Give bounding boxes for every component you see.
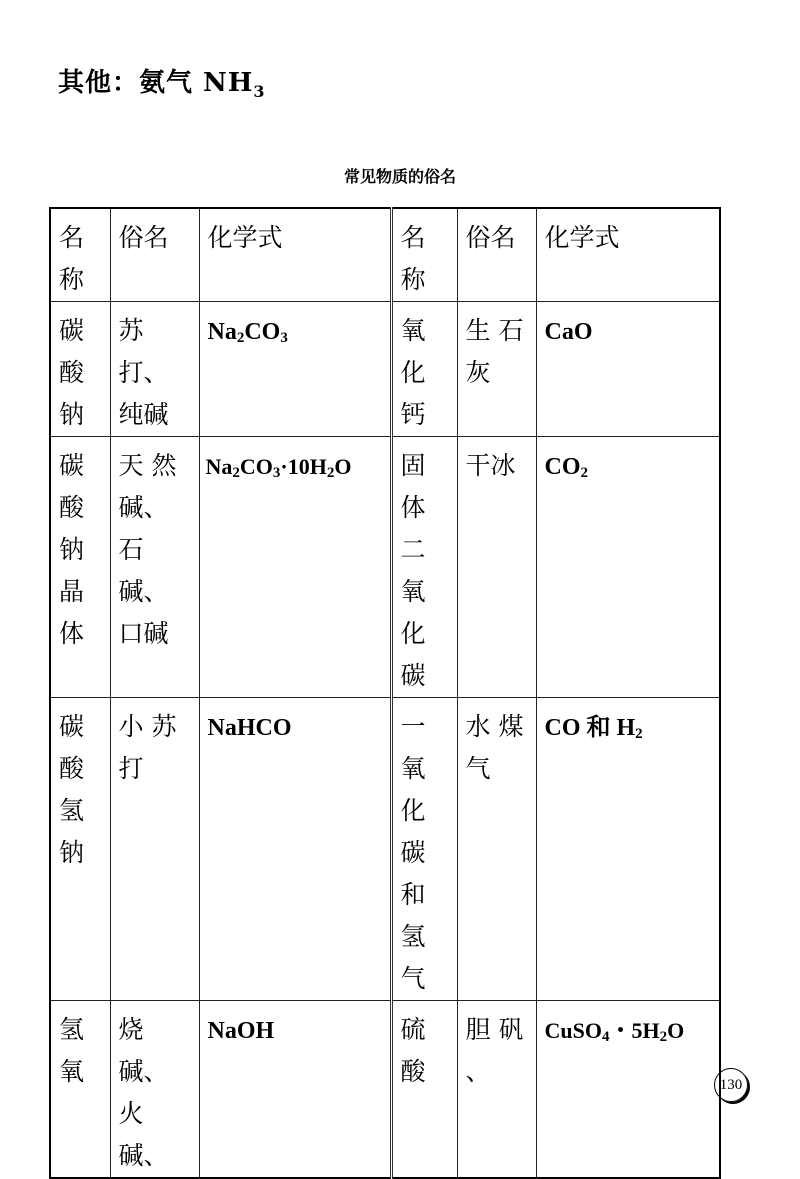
cell-common-name: 生 石灰 [457,302,536,437]
cell-formula: $CO_2$ [536,437,720,698]
table-row [50,1001,720,1179]
cell-common-name: 天 然碱、石碱、口碱 [110,437,199,698]
header-name-left: 名称 [50,208,110,302]
cell-common-name: 苏打、纯碱 [110,302,199,437]
cell-common-name: 小 苏打 [110,698,199,1001]
cell-formula: CO 和 $H_2$ [536,698,720,1001]
header-formula-right: 化学式 [536,208,720,302]
heading-text: 其他：氨气 NH [58,68,254,98]
table-row [50,302,720,437]
cell-formula: CaO [536,302,720,437]
cell-formula: $Na_2CO_3\cdot 10H_2O$ [199,437,391,698]
cell-name: 氧化钙 [391,302,457,437]
page-number: 130 [714,1068,748,1102]
cell-common-name: 烧碱、火碱、 [110,1001,199,1179]
cell-name: 一氧化碳和氢气 [391,698,457,1001]
header-common-right: 俗名 [457,208,536,302]
cell-formula: $Na_2CO_3$ [199,302,391,437]
cell-name: 碳酸钠晶体 [50,437,110,698]
cell-formula: NaOH [199,1001,391,1179]
page-heading [58,62,266,101]
table-caption: 常见物质的俗名 [343,167,456,186]
cell-common-name: 干冰 [457,437,536,698]
header-formula-left: 化学式 [199,208,391,302]
table-row [50,698,720,1001]
cell-name: 碳酸氢钠 [50,698,110,1001]
cell-formula: CuSO$_4$・$5H_2O$ [536,1001,720,1179]
cell-name: 固体二氧化碳 [391,437,457,698]
cell-common-name: 水 煤气 [457,698,536,1001]
heading-subscript: 3 [253,82,266,102]
table-row [50,437,720,698]
cell-formula: NaHCO [199,698,391,1001]
header-name-right: 名称 [391,208,457,302]
cell-name: 硫酸 [391,1001,457,1179]
cell-name: 氢氧 [50,1001,110,1179]
header-common-left: 俗名 [110,208,199,302]
common-names-table [49,207,721,1179]
table-header-row [50,208,720,302]
cell-common-name: 胆 矾 、 [457,1001,536,1179]
cell-name: 碳酸钠 [50,302,110,437]
